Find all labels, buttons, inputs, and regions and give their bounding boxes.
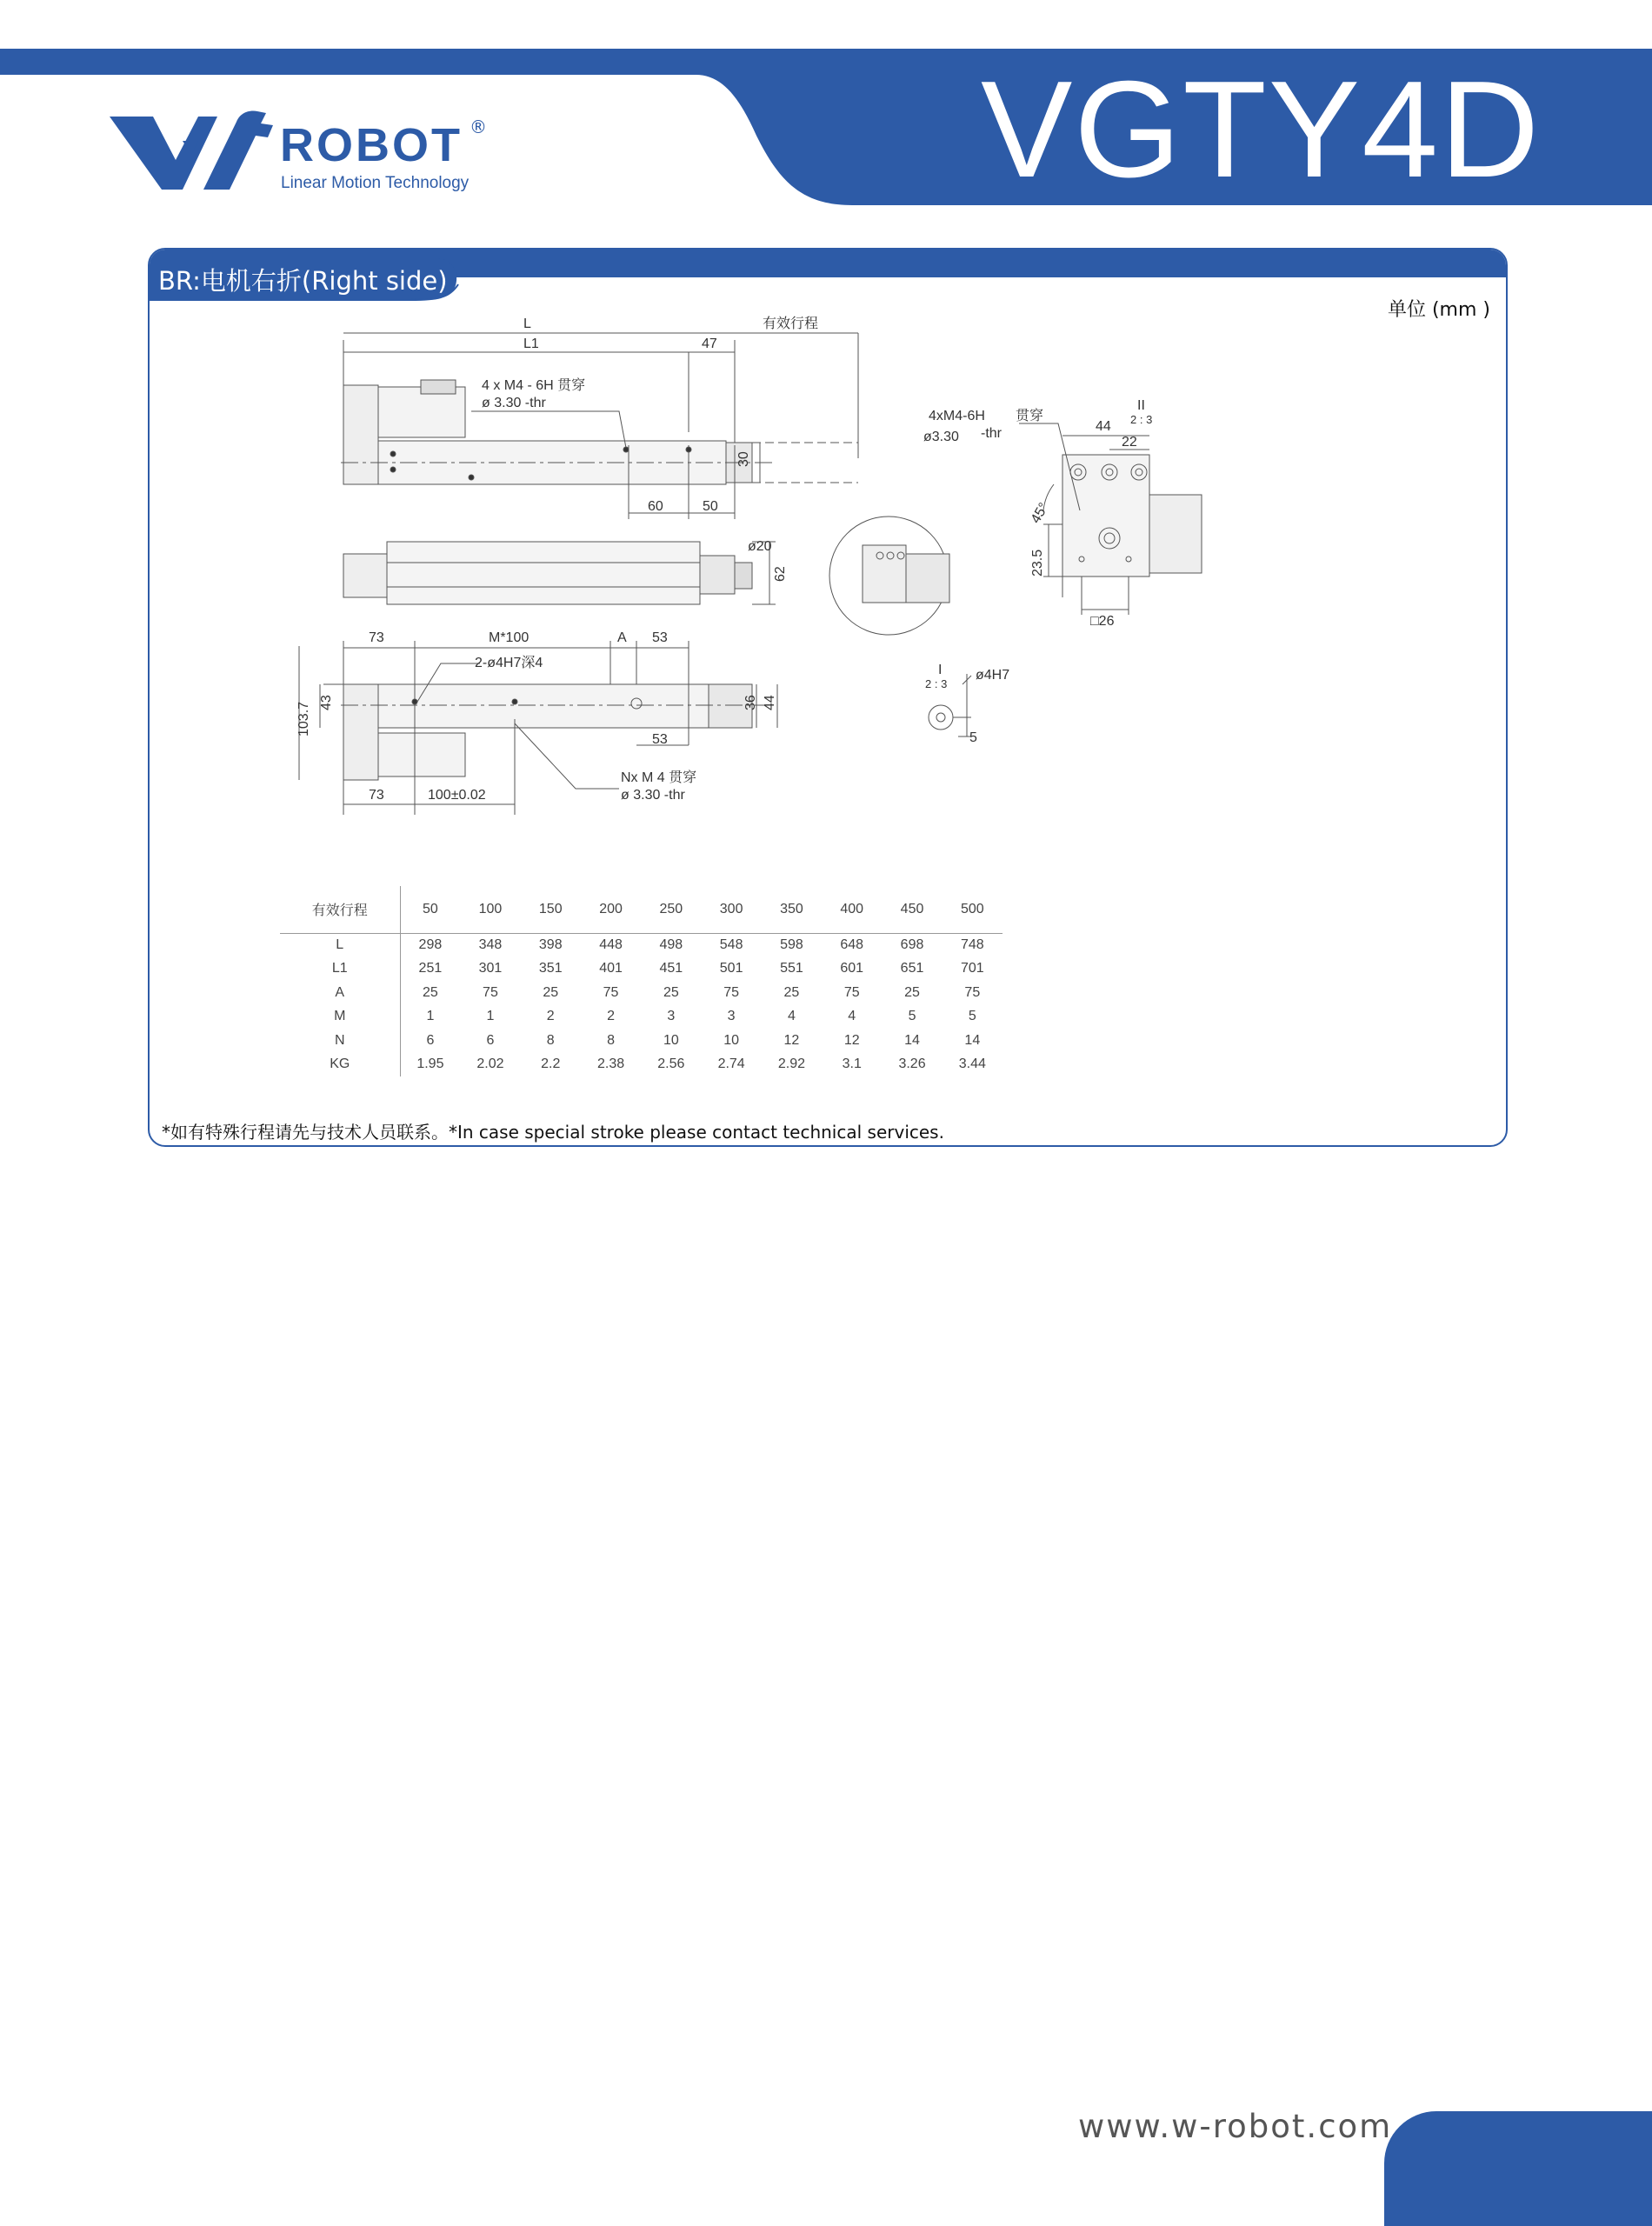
label-43: 43 (319, 695, 334, 710)
table-cell: 3.44 (958, 1056, 986, 1072)
table-cell: 3.1 (842, 1056, 862, 1072)
table-cell: 75 (843, 984, 860, 1000)
brand-tagline: Linear Motion Technology (281, 174, 470, 192)
label-53b: 53 (652, 732, 668, 747)
table-cell: 551 (780, 961, 803, 976)
label-d4h7: ø4H7 (976, 668, 1010, 683)
table-cell: 8 (546, 1032, 555, 1048)
table-cell: 75 (483, 984, 498, 1000)
table-cell: 6 (486, 1032, 495, 1048)
table-cell: 2.2 (541, 1056, 561, 1072)
label-view-ii: II (1137, 398, 1145, 413)
table-cell: 701 (960, 961, 984, 976)
label-73a: 73 (369, 630, 384, 645)
label-hole1-a: 4 x M4 - 6H 贯穿 (482, 378, 586, 393)
label-100: 100±0.02 (428, 788, 486, 803)
table-row-label: M (280, 1005, 400, 1030)
table-cell: 8 (607, 1032, 615, 1048)
table-header-cell: 450 (882, 886, 942, 933)
label-L: L (523, 317, 531, 331)
table-cell: 12 (843, 1032, 860, 1048)
website-url[interactable]: www.w-robot.com (1078, 2108, 1393, 2145)
drawing-card (148, 248, 1508, 1147)
label-44: 44 (763, 695, 777, 710)
table-cell: 2 (546, 1009, 555, 1024)
label-A: A (617, 630, 627, 645)
table-cell: 3 (667, 1009, 676, 1024)
table-row (280, 1053, 1003, 1077)
label-side-hole-c: ø3.30 (923, 430, 959, 444)
table-row-label: A (280, 981, 400, 1005)
table-header-cell: 200 (581, 886, 641, 933)
table-cell: 4 (787, 1009, 796, 1024)
table-cell: 75 (603, 984, 619, 1000)
label-62: 62 (773, 566, 788, 582)
table-cell: 601 (840, 961, 864, 976)
table-cell: 5 (968, 1009, 976, 1024)
label-scale-i: 2 : 3 (925, 677, 948, 690)
technical-drawing (150, 250, 1508, 893)
table-cell: 2.74 (717, 1056, 745, 1072)
table-cell: 2 (607, 1009, 615, 1024)
table-cell: 3.26 (898, 1056, 926, 1072)
label-60: 60 (648, 499, 663, 514)
label-73b: 73 (369, 788, 384, 803)
table-header-cell: 150 (521, 886, 581, 933)
label-stroke: 有效行程 (763, 317, 819, 331)
table-cell: 448 (599, 937, 623, 952)
table-cell: 25 (543, 984, 559, 1000)
table-cell: 2.38 (596, 1056, 625, 1072)
table-header-cell: 300 (701, 886, 761, 933)
table-cell: 351 (538, 961, 563, 976)
label-side-hole-d: -thr (981, 426, 1002, 441)
table-cell: 1 (486, 1009, 495, 1024)
table-cell: 348 (478, 937, 503, 952)
label-d5: 5 (969, 730, 977, 745)
table-cell: 1 (426, 1009, 435, 1024)
table-cell: 251 (418, 961, 443, 976)
table-cell: 401 (599, 961, 623, 976)
registered-mark: ® (470, 117, 487, 137)
table-cell: 548 (719, 937, 743, 952)
table-cell: 75 (723, 984, 740, 1000)
table-row-label: N (280, 1029, 400, 1053)
table-cell: 2.02 (476, 1056, 504, 1072)
table-row (280, 981, 1003, 1005)
label-47: 47 (702, 337, 717, 351)
label-30: 30 (736, 451, 751, 467)
table-header-cell: 50 (400, 886, 460, 933)
table-header-cell: 400 (822, 886, 882, 933)
table-cell: 6 (426, 1032, 435, 1048)
table-cell: 3 (727, 1009, 736, 1024)
table-cell: 598 (780, 937, 803, 952)
table-header-label: 有效行程 (280, 886, 400, 933)
label-53a: 53 (652, 630, 668, 645)
table-cell: 1.95 (416, 1056, 444, 1072)
table-cell: 25 (783, 984, 800, 1000)
label-hole2-a: Nx M 4 贯穿 (621, 770, 697, 785)
table-row-label: L (280, 933, 400, 957)
table-cell: 25 (904, 984, 920, 1000)
label-scale-ii: 2 : 3 (1130, 413, 1153, 426)
section-title: BR:电机右折(Right side) (158, 266, 448, 296)
label-s26: □26 (1090, 614, 1115, 629)
table-cell: 2.56 (657, 1056, 685, 1072)
table-cell: 451 (659, 961, 683, 976)
table-cell: 498 (659, 937, 683, 952)
label-s44: 44 (1096, 419, 1111, 434)
table-cell: 651 (900, 961, 924, 976)
label-side-hole-b: 贯穿 (1016, 409, 1044, 423)
table-cell: 398 (538, 937, 563, 952)
table-cell: 301 (478, 961, 503, 976)
table-cell: 5 (908, 1009, 916, 1024)
label-s235: 23.5 (1030, 549, 1045, 576)
table-cell: 298 (418, 937, 443, 952)
table-cell: 748 (960, 937, 984, 952)
label-s45: 45° (1028, 500, 1052, 526)
table-cell: 648 (840, 937, 864, 952)
label-s22: 22 (1122, 435, 1137, 450)
table-cell: 2.92 (777, 1056, 805, 1072)
table-cell: 10 (663, 1032, 679, 1048)
label-50: 50 (703, 499, 718, 514)
model-title: VGTY4D (981, 53, 1542, 206)
table-cell: 25 (663, 984, 679, 1000)
table-row (280, 1029, 1003, 1053)
label-m100: M*100 (489, 630, 530, 645)
label-view-i: I (938, 663, 943, 677)
table-header-cell: 350 (762, 886, 822, 933)
unit-label: 单位 (mm ) (1387, 299, 1490, 321)
table-cell: 25 (423, 984, 438, 1000)
label-103-7: 103.7 (296, 701, 311, 736)
table-header-cell: 500 (943, 886, 1003, 933)
label-d20: ø20 (748, 539, 772, 554)
spec-table (280, 886, 1003, 1076)
footer-corner-tab (1384, 2111, 1652, 2226)
table-cell: 501 (719, 961, 743, 976)
label-hole2-b: ø 3.30 -thr (621, 788, 685, 803)
table-cell: 698 (900, 937, 924, 952)
table-row (280, 957, 1003, 982)
table-row (280, 933, 1003, 957)
table-row-label: KG (280, 1053, 400, 1077)
table-cell: 75 (964, 984, 981, 1000)
table-cell: 10 (723, 1032, 740, 1048)
label-L1: L1 (523, 337, 539, 351)
table-header-row (280, 886, 1003, 933)
table-cell: 12 (783, 1032, 800, 1048)
table-row-label: L1 (280, 957, 400, 982)
table-cell: 14 (964, 1032, 981, 1048)
table-row (280, 1005, 1003, 1030)
label-pin: 2-ø4H7深4 (475, 656, 543, 670)
table-cell: 4 (848, 1009, 856, 1024)
table-header-cell: 100 (460, 886, 520, 933)
table-cell: 14 (904, 1032, 920, 1048)
brand-name: ROBOT (280, 119, 463, 171)
label-36: 36 (743, 695, 758, 710)
table-header-cell: 250 (641, 886, 701, 933)
footnote: *如有特殊行程请先与技术人员联系。*In case special stroke please contact technical services. (162, 1122, 944, 1143)
label-hole1-b: ø 3.30 -thr (482, 396, 546, 410)
label-side-hole-a: 4xM4-6H (929, 409, 985, 423)
